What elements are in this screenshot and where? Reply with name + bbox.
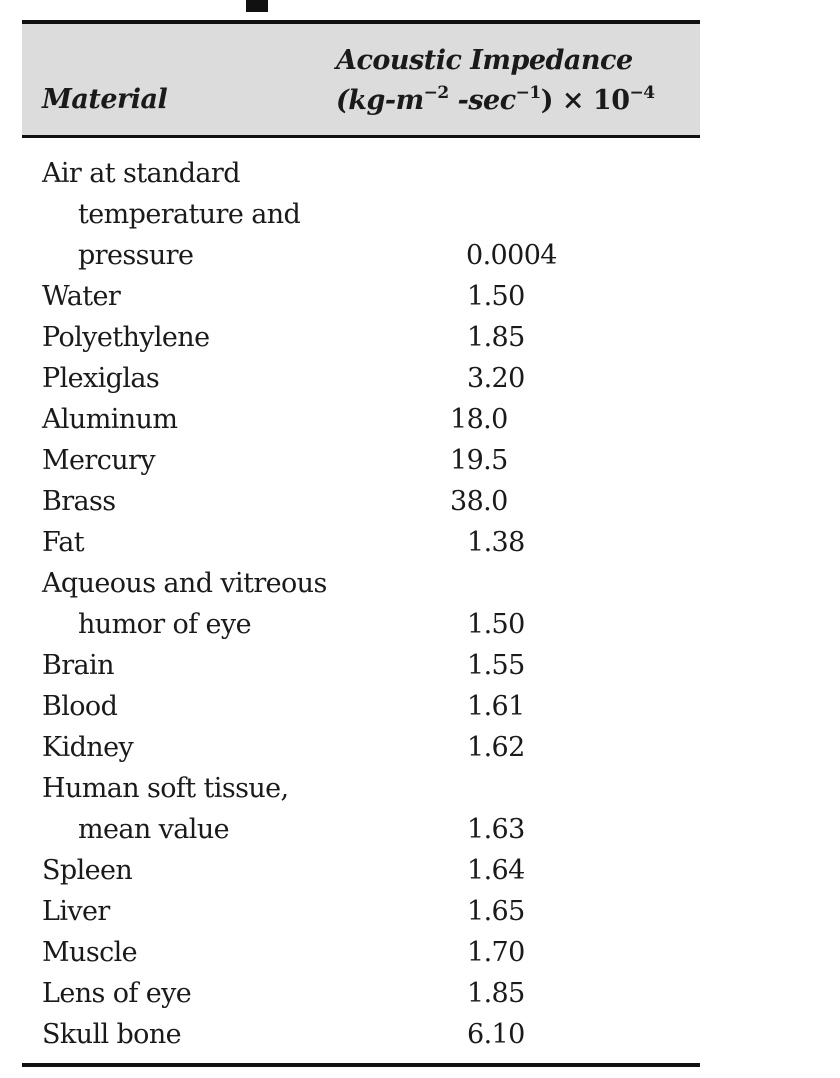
table-row bbox=[0, 891, 840, 932]
impedance-cell: 1.61 bbox=[467, 691, 525, 722]
impedance-cell: 1.63 bbox=[467, 814, 525, 845]
units-exp-1: −2 bbox=[423, 83, 449, 103]
material-cell: Aluminum bbox=[42, 404, 178, 435]
material-cell: Aqueous and vitreous bbox=[42, 568, 327, 599]
table-row bbox=[0, 563, 840, 604]
table-row bbox=[0, 850, 840, 891]
material-cell: Mercury bbox=[42, 445, 156, 476]
material-cell: Brain bbox=[42, 650, 114, 681]
material-cell: Plexiglas bbox=[42, 363, 160, 394]
table-row bbox=[0, 194, 840, 235]
impedance-cell: 1.85 bbox=[467, 322, 525, 353]
material-cell: temperature and bbox=[78, 199, 301, 230]
table-header bbox=[22, 24, 700, 135]
table-row bbox=[0, 686, 840, 727]
units-exp-3: −4 bbox=[629, 83, 655, 103]
impedance-cell: 18.0 bbox=[450, 404, 508, 435]
material-cell: Human soft tissue, bbox=[42, 773, 289, 804]
material-cell: Air at standard bbox=[42, 158, 240, 189]
table-row bbox=[0, 317, 840, 358]
clipped-heading-fragment bbox=[246, 0, 268, 12]
units-open: (kg-m bbox=[336, 85, 424, 116]
material-cell: pressure bbox=[78, 240, 194, 271]
table-row bbox=[0, 604, 840, 645]
table-row bbox=[0, 235, 840, 276]
units-exp-2: −1 bbox=[515, 83, 541, 103]
table-row bbox=[0, 973, 840, 1014]
table-bottom-rule bbox=[22, 1063, 700, 1067]
column-header-units bbox=[336, 84, 655, 118]
material-cell: Spleen bbox=[42, 855, 133, 886]
material-cell: humor of eye bbox=[78, 609, 251, 640]
table-row bbox=[0, 932, 840, 973]
units-mid: -sec bbox=[448, 85, 516, 116]
table-row bbox=[0, 768, 840, 809]
impedance-cell: 1.70 bbox=[467, 937, 525, 968]
impedance-cell: 1.50 bbox=[467, 609, 525, 640]
table-row bbox=[0, 727, 840, 768]
units-close: ) × 10 bbox=[540, 85, 630, 116]
impedance-cell: 19.5 bbox=[450, 445, 508, 476]
impedance-cell: 6.10 bbox=[467, 1019, 525, 1050]
table-row bbox=[0, 276, 840, 317]
table-row bbox=[0, 358, 840, 399]
table-header-rule bbox=[22, 135, 700, 138]
table-body bbox=[0, 153, 840, 1055]
table-row bbox=[0, 481, 840, 522]
material-cell: Muscle bbox=[42, 937, 138, 968]
table-row bbox=[0, 153, 840, 194]
impedance-cell: 1.55 bbox=[467, 650, 525, 681]
column-header-material: Material bbox=[42, 84, 168, 115]
material-cell: Kidney bbox=[42, 732, 134, 763]
table-row bbox=[0, 399, 840, 440]
impedance-cell: 0.0004 bbox=[466, 240, 557, 271]
material-cell: Water bbox=[42, 281, 121, 312]
impedance-cell: 38.0 bbox=[450, 486, 508, 517]
material-cell: Blood bbox=[42, 691, 118, 722]
table-row bbox=[0, 522, 840, 563]
material-cell: Liver bbox=[42, 896, 110, 927]
impedance-cell: 1.64 bbox=[467, 855, 525, 886]
table-row bbox=[0, 645, 840, 686]
impedance-cell: 1.62 bbox=[467, 732, 525, 763]
material-cell: Lens of eye bbox=[42, 978, 192, 1009]
material-cell: mean value bbox=[78, 814, 230, 845]
impedance-cell: 1.50 bbox=[467, 281, 525, 312]
material-cell: Polyethylene bbox=[42, 322, 210, 353]
impedance-cell: 1.38 bbox=[467, 527, 525, 558]
impedance-cell: 3.20 bbox=[467, 363, 525, 394]
impedance-cell: 1.85 bbox=[467, 978, 525, 1009]
table-row bbox=[0, 440, 840, 481]
column-header-impedance: Acoustic Impedance bbox=[336, 45, 633, 76]
table-row bbox=[0, 809, 840, 850]
material-cell: Brass bbox=[42, 486, 116, 517]
impedance-cell: 1.65 bbox=[467, 896, 525, 927]
material-cell: Fat bbox=[42, 527, 85, 558]
material-cell: Skull bone bbox=[42, 1019, 182, 1050]
table-row bbox=[0, 1014, 840, 1055]
